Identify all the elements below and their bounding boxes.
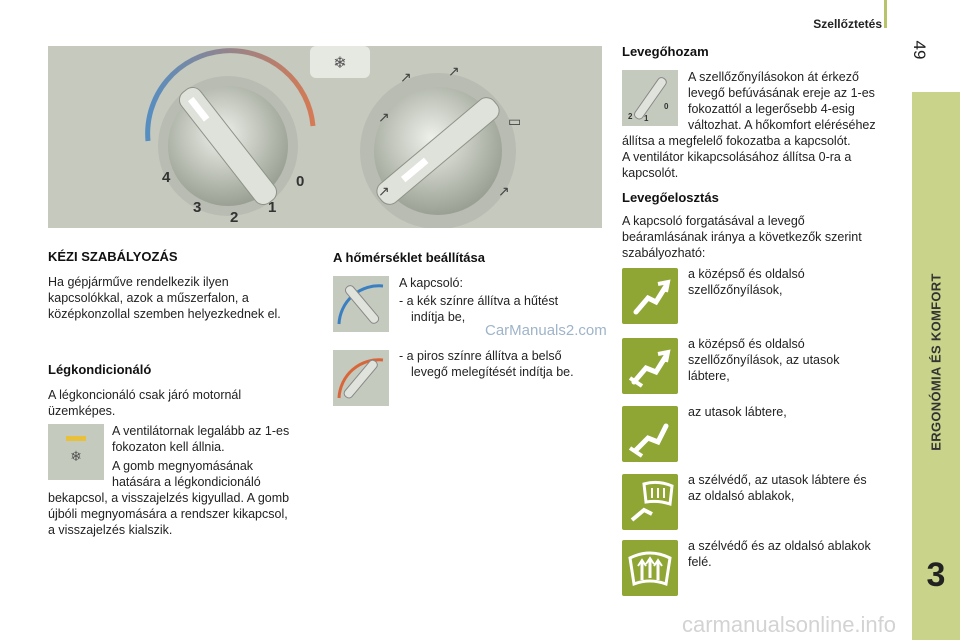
fan-label-1: 1	[268, 199, 277, 216]
svg-text:↗: ↗	[400, 69, 412, 85]
temperature-heading: A hőmérséklet beállítása	[333, 250, 485, 265]
windscreen-and-feet-icon	[622, 474, 678, 530]
header-rule	[884, 0, 887, 28]
ac-snowflake-icon: ❄	[333, 55, 347, 72]
fan-label-3: 3	[193, 199, 202, 216]
temperature-cold-text: - a kék színre állítva a hűtést indítja be,	[399, 294, 559, 324]
distribution-item-1: a középső és oldalsó szellőzőnyílások,	[688, 267, 805, 297]
fan-label-0: 0	[296, 173, 305, 190]
distribution-intro: A kapcsoló forgatásával a levegő beáramlásának iránya a következők szerint szabályozható:	[622, 214, 862, 260]
svg-text:↗: ↗	[378, 183, 390, 199]
distribution-heading: Levegőelosztás	[622, 190, 719, 205]
feet-icon	[622, 406, 678, 462]
chapter-number: 3	[926, 556, 946, 594]
ac-paragraph-2a: A gomb megnyomásának hatására a légkondicionáló	[112, 459, 261, 489]
ac-heading: Légkondicionáló	[48, 362, 152, 377]
temperature-switch-label: A kapcsoló:	[399, 276, 463, 290]
ac-intro: A légkoncionáló csak járó motornál üzemképes.	[48, 388, 242, 418]
svg-text:↗: ↗	[378, 109, 390, 125]
watermark-carmanuals: CarManuals2.com	[485, 322, 607, 339]
windscreen-defrost-icon	[622, 540, 678, 596]
svg-text:↗: ↗	[498, 183, 510, 199]
temperature-hot-text: - a piros színre állítva a belső levegő melegítését indítja be.	[399, 349, 574, 379]
svg-text:↗: ↗	[448, 63, 460, 79]
ac-button-photo	[48, 424, 104, 480]
face-vents-icon	[622, 268, 678, 324]
fan-label-4: 4	[162, 169, 171, 186]
face-and-feet-icon	[622, 338, 678, 394]
airflow-text-b: állítsa a megfelelő fokozatba a kapcsolót. A ventilátor kikapcsolásához állítsa 0-ra a kapcsolót.	[622, 134, 852, 180]
airflow-text-a: A szellőzőnyílásokon át érkező levegő befúvásának ereje az 1-es fokozattól a legerősebb 4-esig változhat. A hőkomfort eléréséhez	[688, 70, 876, 132]
chapter-title: ERGONÓMIA ÉS KOMFORT	[928, 273, 944, 451]
control-panel-photo	[48, 46, 602, 228]
distribution-item-3: az utasok lábtere,	[688, 405, 787, 419]
temperature-dial-hot-photo	[333, 350, 389, 406]
fan-label-2: 2	[230, 209, 239, 226]
fan-dial-photo: 2 1 0	[622, 70, 678, 126]
ac-paragraph-2b: bekapcsol, a visszajelzés kigyullad. A gomb újbóli megnyomására a rendszer kikapcsol, a visszajelzés kialszik.	[48, 491, 290, 537]
svg-text:▭: ▭	[508, 113, 522, 129]
distribution-item-4: a szélvédő, az utasok lábtere és az oldalsó ablakok,	[688, 473, 867, 503]
manual-control-heading: KÉZI SZABÁLYOZÁS	[48, 249, 178, 264]
footer-watermark: carmanualsonline.info	[682, 612, 897, 637]
temperature-dial-cold-photo	[333, 276, 389, 332]
distribution-item-5: a szélvédő és az oldalsó ablakok felé.	[688, 539, 871, 569]
snowflake-icon: ❄	[70, 448, 82, 464]
distribution-item-2: a középső és oldalsó szellőzőnyílások, az utasok lábtere,	[688, 337, 840, 383]
manual-control-text: Ha gépjárműve rendelkezik ilyen kapcsolókkal, azok a műszerfalon, a középkonzollal szemben helyezkednek el.	[48, 275, 281, 321]
airflow-heading: Levegőhozam	[622, 44, 709, 59]
section-title: Szellőztetés	[813, 17, 882, 31]
page-number: 49	[910, 40, 929, 60]
ac-paragraph-1: A ventilátornak legalább az 1-es fokozaton kell állnia.	[112, 424, 290, 454]
